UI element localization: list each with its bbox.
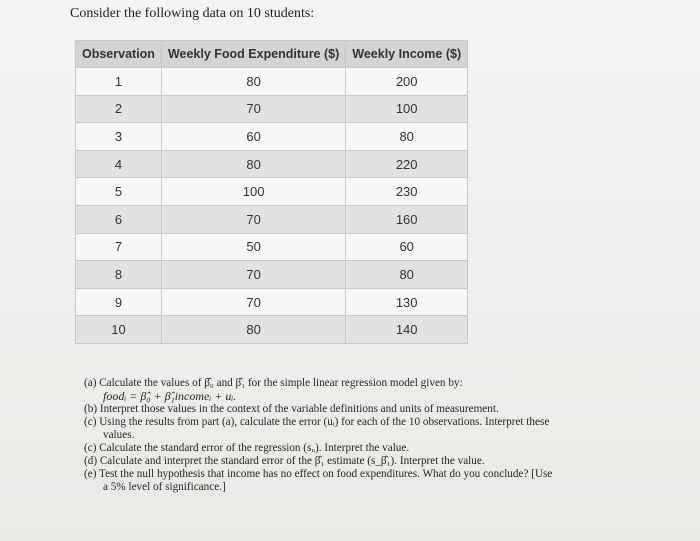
cell-income: 200 bbox=[346, 68, 468, 96]
cell-income: 80 bbox=[346, 261, 468, 289]
intro-text: Consider the following data on 10 students: bbox=[70, 6, 315, 21]
question-e bbox=[84, 468, 644, 494]
cell-food-expenditure: 60 bbox=[161, 123, 345, 151]
question-e-text: (e) Test the null hypothesis that income has no effect on food expenditures. What do you conclude? [Use bbox=[84, 468, 553, 480]
header-income: Weekly Income ($) bbox=[346, 41, 468, 68]
question-c1-cont: values. bbox=[103, 429, 135, 441]
cell-food-expenditure: 50 bbox=[161, 233, 345, 261]
cell-observation: 7 bbox=[76, 233, 162, 261]
cell-observation: 2 bbox=[76, 95, 162, 123]
cell-food-expenditure: 70 bbox=[161, 205, 345, 233]
cell-food-expenditure: 80 bbox=[161, 150, 345, 178]
cell-observation: 4 bbox=[76, 150, 162, 178]
cell-income: 60 bbox=[346, 233, 468, 261]
regression-equation: foodᵢ = β̂₀ + β̂₁incomeᵢ + uᵢ. bbox=[103, 389, 237, 403]
table-row bbox=[76, 123, 468, 151]
table-header-row bbox=[76, 41, 468, 68]
table-row bbox=[76, 95, 468, 123]
cell-income: 80 bbox=[346, 123, 468, 151]
cell-income: 230 bbox=[346, 178, 468, 206]
table-row bbox=[76, 233, 468, 261]
question-b: (b) Interpret those values in the context of the variable definitions and units of measurement. bbox=[84, 403, 499, 415]
questions-list bbox=[84, 377, 644, 494]
cell-observation: 1 bbox=[76, 68, 162, 96]
header-food-expenditure: Weekly Food Expenditure ($) bbox=[161, 41, 345, 68]
question-e-cont: a 5% level of significance.] bbox=[103, 481, 226, 493]
header-observation: Observation bbox=[76, 41, 162, 68]
cell-income: 160 bbox=[346, 205, 468, 233]
cell-observation: 6 bbox=[76, 205, 162, 233]
cell-income: 100 bbox=[346, 95, 468, 123]
data-table bbox=[75, 40, 468, 344]
cell-food-expenditure: 80 bbox=[161, 68, 345, 96]
question-c1 bbox=[84, 416, 644, 442]
cell-income: 130 bbox=[346, 288, 468, 316]
cell-observation: 10 bbox=[76, 316, 162, 344]
cell-food-expenditure: 70 bbox=[161, 261, 345, 289]
table-row bbox=[76, 316, 468, 344]
cell-observation: 8 bbox=[76, 261, 162, 289]
question-a: (a) Calculate the values of β̂₀ and β̂₁ for the simple linear regression model given by: bbox=[84, 377, 463, 389]
cell-food-expenditure: 80 bbox=[161, 316, 345, 344]
cell-observation: 3 bbox=[76, 123, 162, 151]
table-row bbox=[76, 68, 468, 96]
table-row bbox=[76, 178, 468, 206]
cell-food-expenditure: 100 bbox=[161, 178, 345, 206]
table-row bbox=[76, 288, 468, 316]
table-row bbox=[76, 205, 468, 233]
cell-observation: 9 bbox=[76, 288, 162, 316]
table-row bbox=[76, 261, 468, 289]
cell-income: 220 bbox=[346, 150, 468, 178]
question-d: (d) Calculate and interpret the standard error of the β̂₁ estimate (s_β̂₁). Interpret the value. bbox=[84, 455, 485, 467]
question-c2: (c) Calculate the standard error of the regression (sᵤ). Interpret the value. bbox=[84, 442, 410, 454]
cell-food-expenditure: 70 bbox=[161, 95, 345, 123]
cell-observation: 5 bbox=[76, 178, 162, 206]
question-c1-text: (c) Using the results from part (a), calculate the error (uᵢ) for each of the 10 observations. Interpret these bbox=[84, 416, 550, 428]
cell-food-expenditure: 70 bbox=[161, 288, 345, 316]
cell-income: 140 bbox=[346, 316, 468, 344]
table-row bbox=[76, 150, 468, 178]
